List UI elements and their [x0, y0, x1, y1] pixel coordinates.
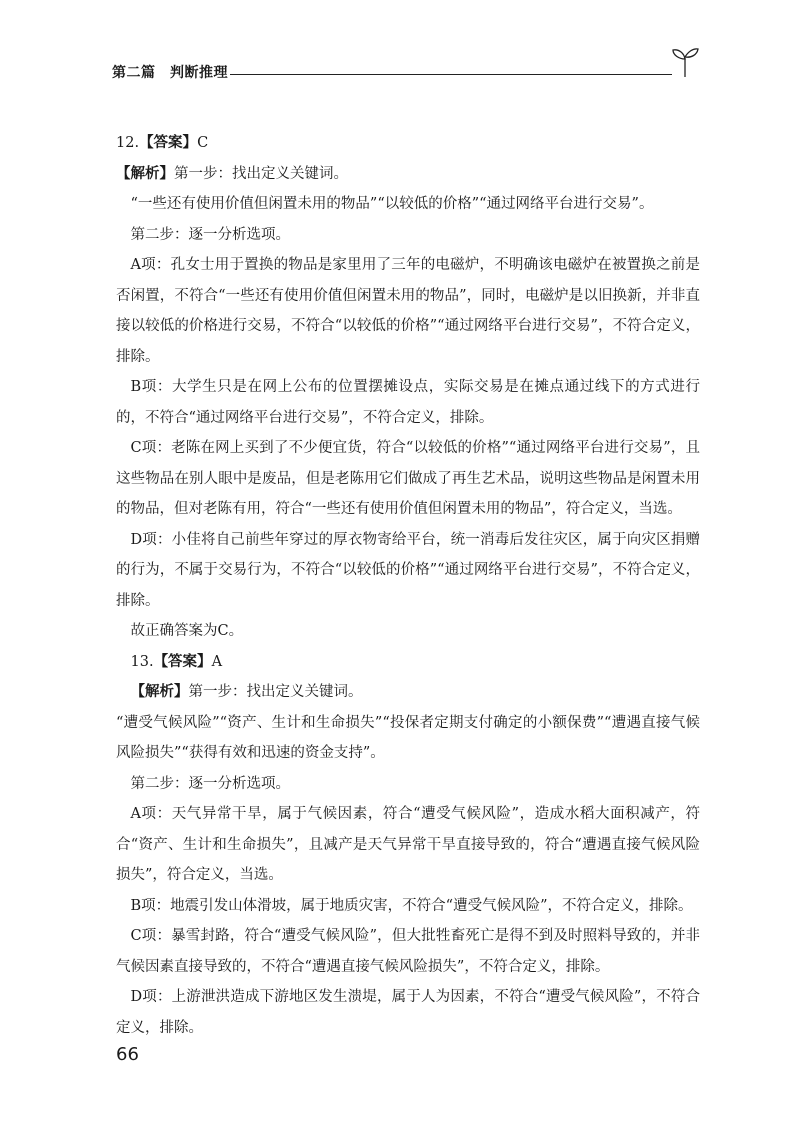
q12-option-b: B项：大学生只是在网上公布的位置摆摊设点，实际交易是在摊点通过线下的方式进行的，不符合“通过网络平台进行交易”，不符合定义，排除。	[116, 379, 700, 426]
answer-mark: 【答案】	[139, 135, 198, 151]
q13-option-a: A项：天气异常干旱，属于气候因素，符合“遭受气候风险”，造成水稻大面积减产，符合“资产、生计和生命损失”，且减产是天气异常干旱直接导致的，符合“遭遇直接气候风险损失”，符合定义，当选。	[116, 806, 700, 883]
section-title: 第二篇 判断推理	[112, 65, 228, 81]
q13-option-d: D项：上游泄洪造成下游地区发生溃堤，属于人为因素，不符合“遭受气候风险”，不符合定义，排除。	[116, 989, 700, 1036]
page-number: 66	[116, 1044, 139, 1065]
answer-value: A	[211, 653, 223, 670]
sprout-icon	[670, 44, 700, 78]
analysis-mark: 【解析】	[116, 165, 174, 182]
header-rule	[230, 74, 672, 75]
q13-option-c: C项：暴雪封路，符合“遭受气候风险”，但大批牲畜死亡是得不到及时照料导致的，并非气候因素直接导致的，不符合“遭遇直接气候风险损失”，不符合定义，排除。	[116, 928, 700, 975]
q13-step2: 第二步：逐一分析选项。	[130, 775, 290, 792]
q12-keywords: “一些还有使用价值但闲置未用的物品”“以较低的价格”“通过网络平台进行交易”。	[130, 196, 654, 212]
q12-conclusion: 故正确答案为C。	[130, 623, 244, 639]
q12-answer-line	[116, 128, 700, 159]
q12-analysis-line	[116, 159, 700, 190]
q12-option-c: C项：老陈在网上买到了不少便宜货，符合“以较低的价格”“通过网络平台进行交易”，且这些物品在别人眼中是废品，但是老陈用它们做成了再生艺术品，说明这些物品是闲置未用的物品，但对老陈有用，符合“一些还有使用价值但闲置未用的物品”，符合定义，当选。	[116, 440, 700, 517]
q12-option-d: D项：小佳将自己前些年穿过的厚衣物寄给平台，统一消毒后发往灾区，属于向灾区捐赠的行为，不属于交易行为，不符合“以较低的价格”“通过网络平台进行交易”，不符合定义，排除。	[116, 531, 700, 609]
q12-step2: 第二步：逐一分析选项。	[130, 226, 290, 243]
running-header	[112, 60, 700, 88]
analysis-mark: 【解析】	[130, 684, 189, 700]
analysis-step: 第一步：找出定义关键词。	[174, 165, 348, 182]
answer-explanations	[116, 128, 700, 1043]
q13-analysis-line	[116, 677, 700, 708]
q13-answer-line	[116, 647, 700, 678]
analysis-step: 第一步：找出定义关键词。	[188, 684, 363, 700]
question-number: 13.	[130, 653, 154, 670]
answer-value: C	[197, 135, 209, 151]
q12-option-a: A项：孔女士用于置换的物品是家里用了三年的电磁炉，不明确该电磁炉在被置换之前是否闲置，不符合“一些还有使用价值但闲置未用的物品”，同时，电磁炉是以旧换新，并非直接以较低的价格进行交易，不符合“以较低的价格”“通过网络平台进行交易”，不符合定义，排除。	[116, 257, 700, 365]
question-number: 12.	[116, 135, 140, 151]
answer-mark: 【答案】	[153, 653, 212, 670]
q13-keywords: “遭受气候风险”“资产、生计和生命损失”“投保者定期支付确定的小额保费”“遭遇直接气候风险损失”“获得有效和迅速的资金支持”。	[116, 714, 700, 761]
q13-option-b: B项：地震引发山体滑坡，属于地质灾害，不符合“遭受气候风险”，不符合定义，排除。	[130, 897, 693, 914]
